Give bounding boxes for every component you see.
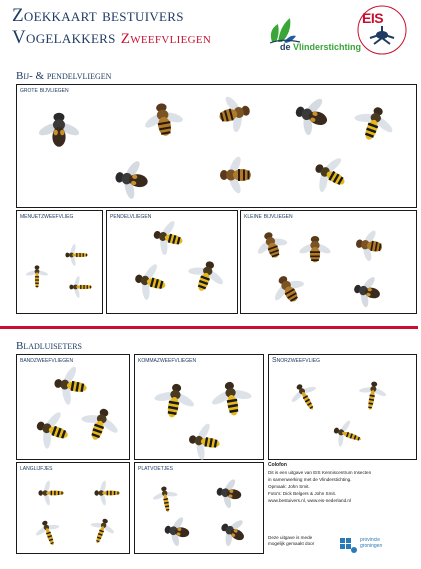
kommazweefvliegen-photos	[135, 355, 265, 461]
colofon-line: Opmaak: John Smit.	[268, 484, 310, 489]
section-title-bladluis: Bladluiseters	[16, 340, 83, 352]
colofon-line: in samenwerking met de Vlinderstichting.	[268, 477, 352, 482]
title-line-2	[12, 28, 211, 47]
box-label: kleine bijvliegen	[244, 213, 293, 220]
vlinderstichting-name	[280, 42, 361, 52]
box-bandzweefvliegen	[16, 354, 130, 460]
butterfly-icon	[266, 16, 338, 44]
title-line-1: Zoekkaart bestuivers	[12, 5, 184, 26]
vs-name: Vlinderstichting	[293, 42, 362, 52]
colofon-heading: Colofon	[268, 462, 287, 468]
provincie-emblem-icon	[338, 536, 358, 554]
box-label: platvoetjes	[138, 465, 173, 472]
langlijfjes-photos	[17, 463, 131, 555]
menuetzweefvlieg-photos	[17, 211, 104, 315]
colofon-line: www.bestuivers.nl, www.eis-nederland.nl	[268, 498, 351, 503]
grote-bijvliegen-photos	[17, 85, 418, 209]
sponsor-line: mogelijk gemaakt door	[268, 541, 315, 546]
platvoetjes-photos	[135, 463, 265, 555]
title-zweefvliegen: Zweefvliegen	[120, 31, 212, 47]
eis-logo	[356, 4, 408, 56]
box-grote-bijvliegen	[16, 84, 417, 208]
provincie-text	[360, 538, 382, 549]
bandzweefvliegen-photos	[17, 355, 131, 461]
box-label: bandzweefvliegen	[20, 357, 74, 364]
page-title	[12, 6, 211, 47]
box-menuetzweefvlieg	[16, 210, 103, 314]
box-label: menuetzweefvlieg	[20, 213, 74, 220]
box-kommazweefvliegen	[134, 354, 264, 460]
section-divider	[0, 326, 418, 329]
colofon-line: Foto's: Dick Belgers & John Smit.	[268, 491, 337, 496]
box-label: langlijfjes	[20, 465, 53, 472]
box-snorzweefvlieg	[268, 354, 417, 460]
box-label: grote bijvliegen	[20, 87, 69, 94]
kleine-bijvliegen-photos	[241, 211, 418, 315]
provincie-groningen-logo	[338, 536, 418, 554]
snorzweefvlieg-photos	[269, 355, 418, 461]
box-label: Snorzweefvlieg	[272, 357, 321, 364]
sponsor-line: Deze uitgave is mede	[268, 535, 313, 540]
box-pendelvliegen	[106, 210, 238, 314]
provincie-line-1: provincie	[360, 537, 381, 543]
colofon-line: Dit is een uitgave van EIS Kenniscentrum Insecten	[268, 470, 372, 475]
box-platvoetjes	[134, 462, 264, 554]
section-title-bij: Bij- & pendelvliegen	[16, 70, 112, 82]
eis-text: EIS	[362, 10, 384, 26]
box-label: kommazweefvliegen	[138, 357, 197, 364]
colofon	[268, 462, 418, 504]
vlinderstichting-logo	[266, 16, 362, 56]
pendelvliegen-photos	[107, 211, 239, 315]
title-vogelakkers: Vogelakkers	[12, 27, 116, 48]
box-label: pendelvliegen	[110, 213, 152, 220]
provincie-line-2: groningen	[360, 542, 383, 549]
box-kleine-bijvliegen	[240, 210, 417, 314]
sponsor-text	[268, 535, 314, 547]
vs-prefix: de	[280, 42, 291, 52]
box-langlijfjes	[16, 462, 130, 554]
